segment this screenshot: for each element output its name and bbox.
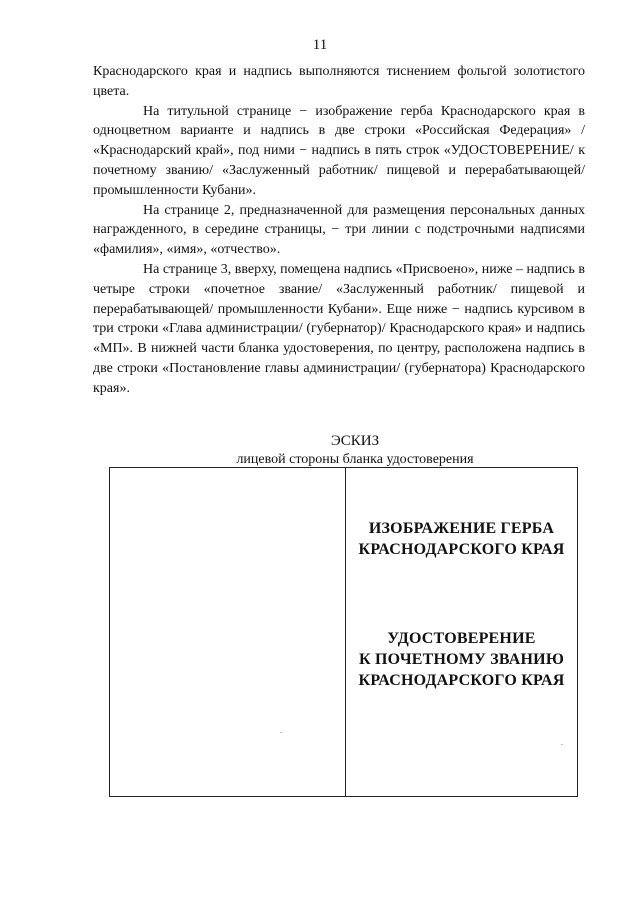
form-front-cover xyxy=(346,468,577,796)
sketch-title: ЭСКИЗ xyxy=(330,433,380,449)
page-number: 11 xyxy=(312,37,328,53)
certificate-line-2: К ПОЧЕТНОМУ ЗВАНИЮ xyxy=(358,651,565,668)
scan-speck xyxy=(280,732,282,733)
certificate-line-1: УДОСТОВЕРЕНИЕ xyxy=(387,630,536,647)
certificate-line-3: КРАСНОДАРСКОГО КРАЯ xyxy=(358,672,565,689)
paragraph-3: На странице 2, предназначенной для размещения персональных данных награжденного, в середине страницы, − три линии с подстрочными надписями «фамилия», «имя», «отчество». xyxy=(93,202,585,258)
body-text xyxy=(93,62,585,399)
paragraph-1: Краснодарского края и надпись выполняются тиснением фольгой золотистого цвета. xyxy=(93,64,585,99)
sketch-subtitle: лицевой стороны бланка удостоверения xyxy=(236,452,474,467)
emblem-caption xyxy=(346,518,577,560)
paragraph-2: На титульной странице − изображение герба Краснодарского края в одноцветном варианте и надпись в две строки «Российская Федерация» / «Краснодарский край», под ними − надпись в пять строк «УДОСТОВЕРЕНИЕ/ к почетному званию/ «Заслуженный работник/ пищевой и перерабатывающей/ промышленности Кубани». xyxy=(93,103,585,198)
emblem-line-2: КРАСНОДАРСКОГО КРАЯ xyxy=(358,541,565,558)
certificate-form-sketch xyxy=(109,467,578,797)
certificate-caption xyxy=(346,628,577,691)
emblem-line-1: ИЗОБРАЖЕНИЕ ГЕРБА xyxy=(368,520,555,537)
scan-speck xyxy=(561,744,563,745)
paragraph-4: На странице 3, вверху, помещена надпись «Присвоено», ниже – надпись в четыре строки «почетное звание/ «Заслуженный работник/ пищевой и перерабатывающей/ промышленности Кубани». Еще ниже − надпись курсивом в три строки «Глава администрации/ (губернатор)/ Краснодарского края» и надпись «МП». В нижней части бланка удостоверения, по центру, расположена надпись в две строки «Постановление главы администрации/ (губернатора) Краснодарского края». xyxy=(93,261,585,396)
